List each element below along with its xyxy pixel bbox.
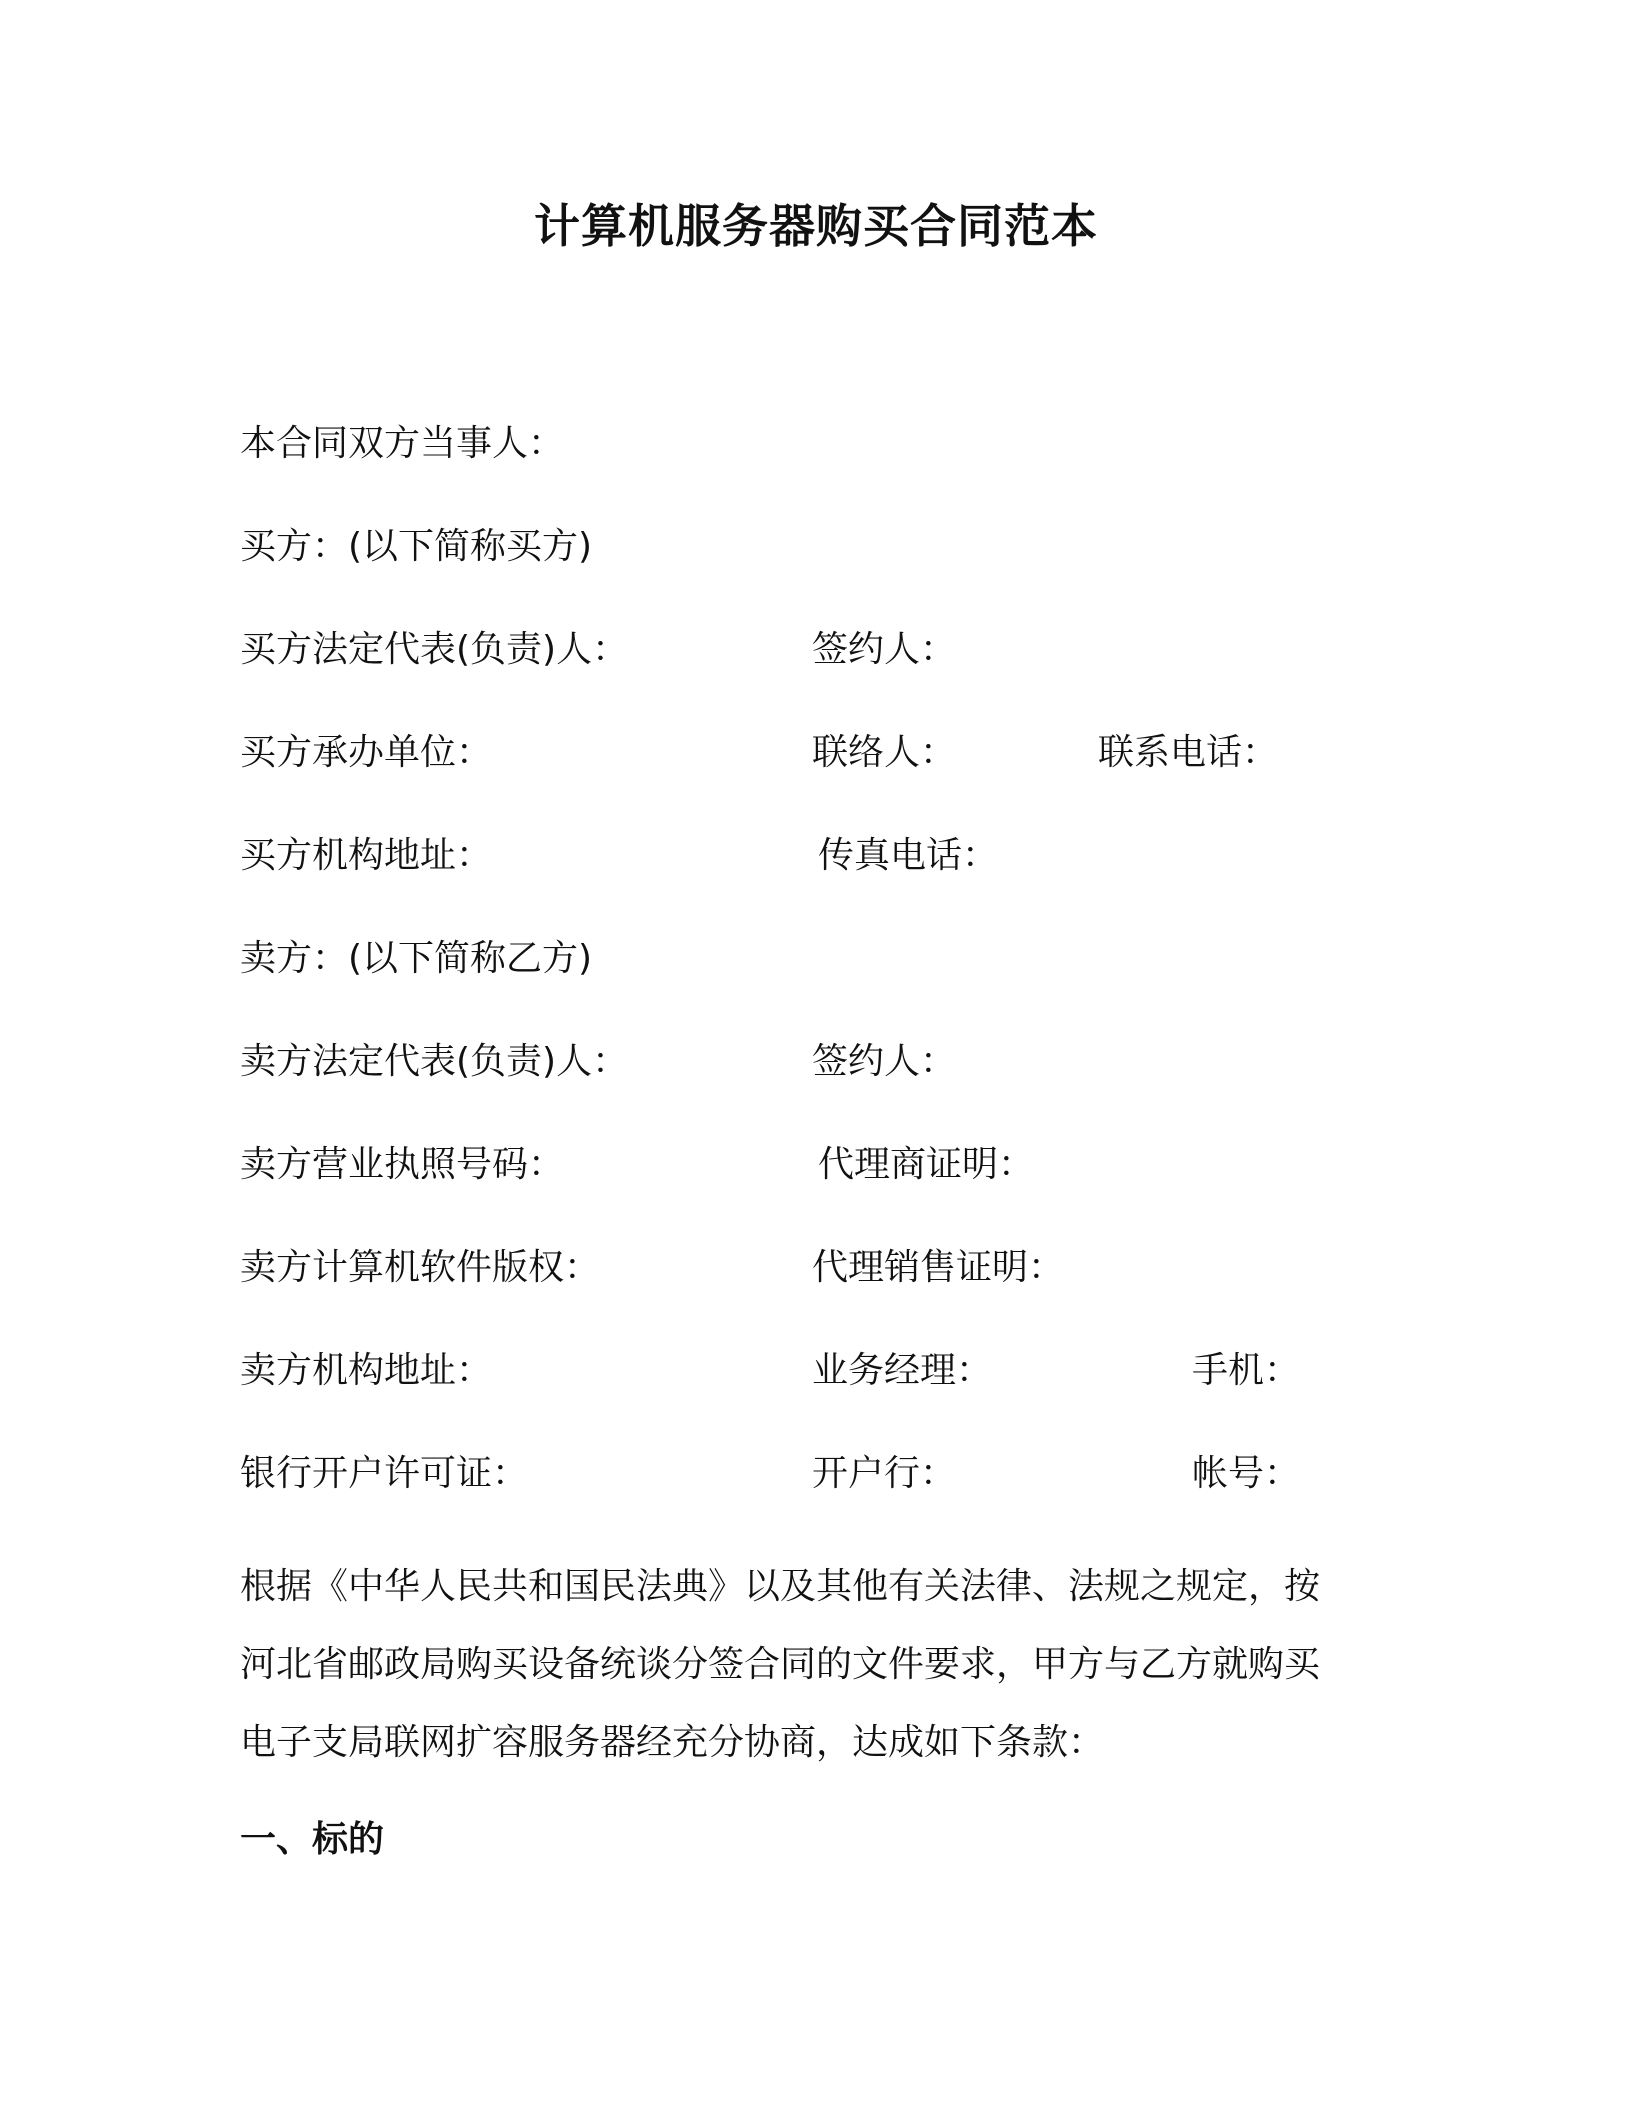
- buyer-signatory-label: 签约人：: [812, 629, 957, 670]
- preamble-line: 根据《中华人民共和国民法典》以及其他有关法律、法规之规定，按: [240, 1566, 1321, 1607]
- seller-legal-rep-label: 卖方法定代表(负责)人：: [240, 1041, 629, 1082]
- buyer-address-label: 买方机构地址：: [240, 835, 493, 876]
- buyer-fax-label: 传真电话：: [818, 835, 999, 876]
- buyer-contact-phone-label: 联系电话：: [1098, 732, 1279, 773]
- seller-agent-cert-label: 代理商证明：: [818, 1144, 1035, 1185]
- seller-license-label: 卖方营业执照号码：: [240, 1144, 565, 1185]
- section-heading-1: 一、标的: [240, 1819, 385, 1860]
- bank-label: 开户行：: [812, 1453, 957, 1494]
- document-title: 计算机服务器购买合同范本: [534, 199, 1098, 253]
- parties-heading: 本合同双方当事人：: [240, 423, 565, 464]
- seller-name-line: 卖方：(以下简称乙方): [240, 938, 593, 979]
- seller-address-label: 卖方机构地址：: [240, 1350, 493, 1391]
- preamble-line: 电子支局联网扩容服务器经充分协商，达成如下条款：: [240, 1722, 1105, 1763]
- account-label: 帐号：: [1192, 1453, 1301, 1494]
- seller-mobile-label: 手机：: [1192, 1350, 1301, 1391]
- buyer-contact-person-label: 联络人：: [812, 732, 957, 773]
- bank-permit-label: 银行开户许可证：: [240, 1453, 529, 1494]
- preamble-paragraph: [240, 1548, 1360, 1782]
- seller-signatory-label: 签约人：: [812, 1041, 957, 1082]
- seller-software-copyright-label: 卖方计算机软件版权：: [240, 1247, 601, 1288]
- seller-business-manager-label: 业务经理：: [812, 1350, 993, 1391]
- buyer-handling-unit-label: 买方承办单位：: [240, 732, 493, 773]
- buyer-name-line: 买方：(以下简称买方): [240, 526, 593, 567]
- seller-sales-agency-cert-label: 代理销售证明：: [812, 1247, 1065, 1288]
- preamble-line: 河北省邮政局购买设备统谈分签合同的文件要求，甲方与乙方就购买: [240, 1644, 1321, 1685]
- buyer-legal-rep-label: 买方法定代表(负责)人：: [240, 629, 629, 670]
